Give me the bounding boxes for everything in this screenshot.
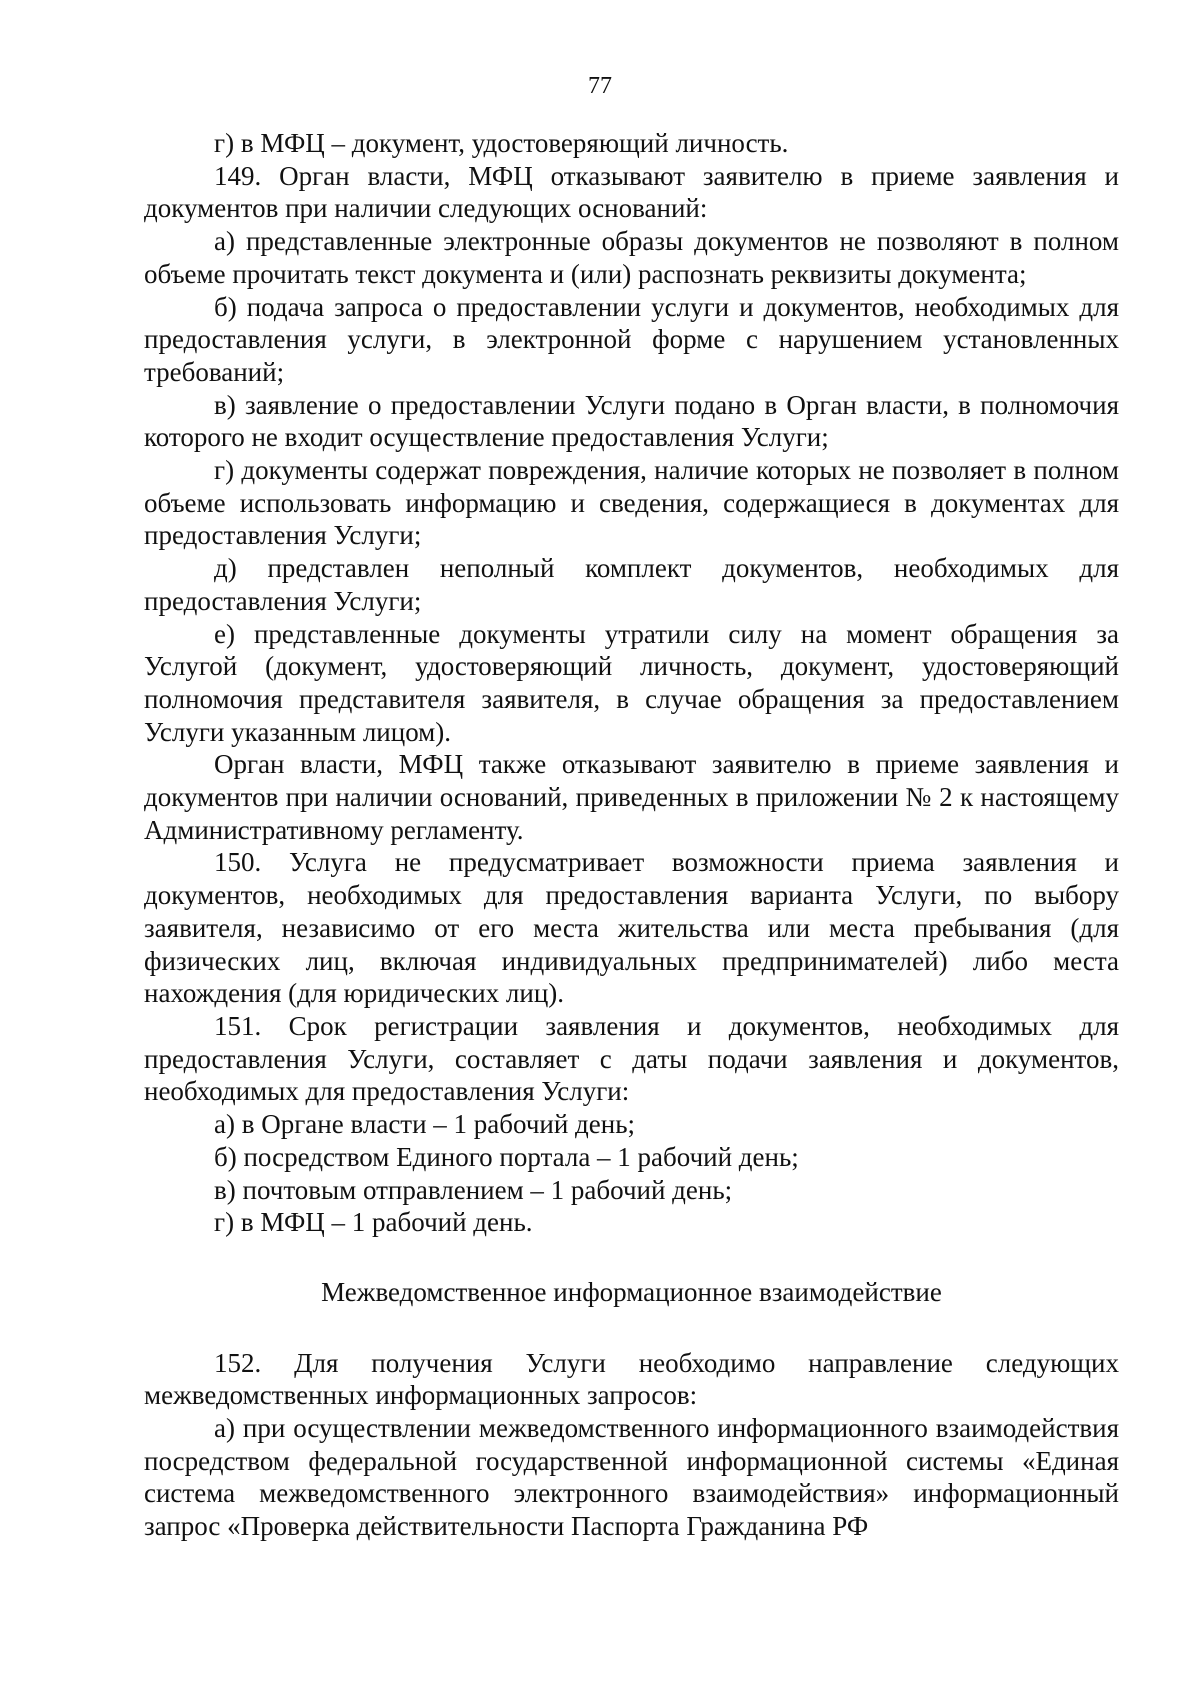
page-number: 77 [588,73,612,99]
paragraph-additional-refusal: Орган власти, МФЦ также отказывают заявителю в приеме заявления и документов при наличии оснований, приведенных в приложении № 2 к настоящему Административному регламенту. [144,749,1119,845]
paragraph-151-g: г) в МФЦ – 1 рабочий день. [214,1207,533,1238]
section-heading: Межведомственное информационное взаимодействие [321,1276,942,1307]
paragraph-151-a: а) в Органе власти – 1 рабочий день; [214,1109,636,1140]
paragraph-149-d: д) представлен неполный комплект документов, необходимых для предоставления Услуги; [144,553,1119,616]
paragraph-149-g: г) документы содержат повреждения, наличие которых не позволяет в полном объеме использовать информацию и сведения, содержащиеся в документах для предоставления Услуги; [144,455,1119,551]
paragraph-150: 150. Услуга не предусматривает возможности приема заявления и документов, необходимых для предоставления варианта Услуги, по выбору заявителя, независимо от его места жительства или места пребывания (для физических лиц, включая индивидуальных предпринимателей) либо места нахождения (для юридических лиц). [144,847,1119,1009]
paragraph-152: 152. Для получения Услуги необходимо направление следующих межведомственных информационных запросов: [144,1347,1119,1411]
document-body [144,127,1119,1543]
paragraph-151-b: б) посредством Единого портала – 1 рабочий день; [214,1141,799,1172]
paragraph-149-v: в) заявление о предоставлении Услуги подано в Орган власти, в полномочия которого не входит осуществление предоставления Услуги; [144,389,1119,453]
paragraph-149-refusal-grounds: 149. Орган власти, МФЦ отказывают заявителю в приеме заявления и документов при наличии следующих оснований: [144,160,1119,224]
paragraph-149-a: а) представленные электронные образы документов не позволяют в полном объеме прочитать текст документа и (или) распознать реквизиты документа; [144,226,1119,289]
paragraph-151: 151. Срок регистрации заявления и документов, необходимых для предоставления Услуги, составляет с даты подачи заявления и документов, необходимых для предоставления Услуги: [144,1010,1119,1107]
paragraph-152-a: а) при осуществлении межведомственного информационного взаимодействия посредством федеральной государственной информационной системы «Единая система межведомственного электронного взаимодействия» информационный запрос «Проверка действительности Паспорта Гражданина РФ [144,1413,1119,1542]
paragraph-151-v: в) почтовым отправлением – 1 рабочий день; [214,1174,733,1205]
paragraph-mfc-identity-document: г) в МФЦ – документ, удостоверяющий личность. [214,128,789,158]
paragraph-149-b: б) подача запроса о предоставлении услуги и документов, необходимых для предоставления услуги, в электронной форме с нарушением установленных требований; [144,291,1119,387]
paragraph-149-e: е) представленные документы утратили силу на момент обращения за Услугой (документ, удостоверяющий личность, документ, удостоверяющий полномочия представителя заявителя, в случае обращения за предоставлением Услуги указанным лицом). [144,618,1119,747]
